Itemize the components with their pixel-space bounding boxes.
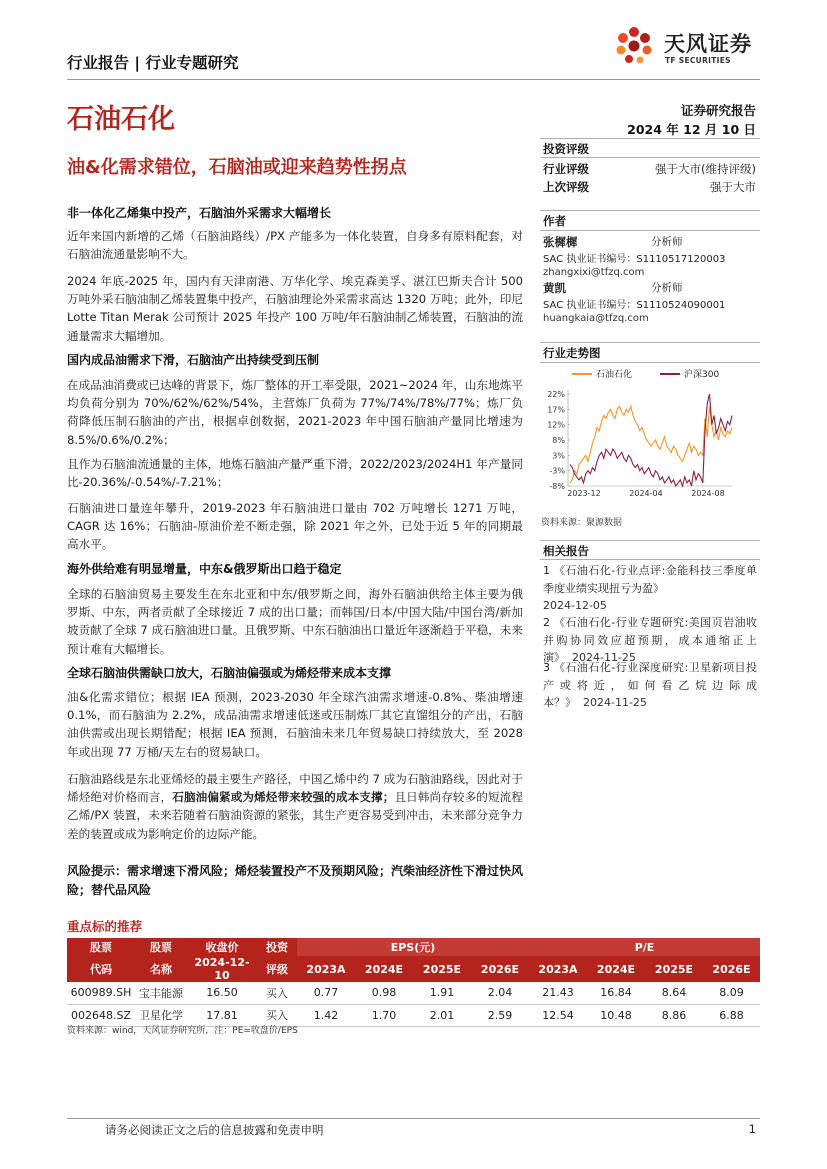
x-tick-label: 2023-12: [567, 489, 601, 498]
paragraph: 石脑油进口量连年攀升，2019-2023 年石脑油进口量由 702 万吨增长 1271 万吨，CAGR 达 16%；石脑油-原油价差不断走强，除 2021 年之外，已处于近 5 年的同期最高水平。: [67, 501, 523, 552]
related-report-date: 2024-11-25: [572, 651, 636, 664]
y-tick-label: -8%: [549, 482, 565, 491]
header-divider: [67, 79, 760, 80]
rating-top-divider: [540, 138, 760, 139]
related-report-date: 2024-11-25: [583, 696, 647, 709]
table-cell: 10.48: [587, 1004, 645, 1026]
authors-label: 作者: [543, 214, 566, 228]
table-cell: 17.81: [187, 1004, 257, 1026]
y-tick-label: 17%: [547, 405, 565, 415]
sector-title: 石油石化: [67, 104, 175, 135]
report-headline: 油&化需求错位，石脑油或迎来趋势性拐点: [67, 157, 407, 178]
author-entry: [543, 236, 758, 280]
legend-label: 沪深300: [684, 370, 720, 380]
x-tick-label: 2024-08: [691, 489, 725, 498]
table-cell: 600989.SH: [67, 982, 135, 1004]
risk-warning: 风险提示：需求增速下滑风险；烯烃装置投产不及预期风险；汽柴油经济性下滑过快风险；替代品风险: [67, 864, 524, 897]
footer-divider: [67, 1118, 760, 1119]
table-cell: 8.64: [645, 982, 703, 1004]
table-header-cell: 投资: [257, 938, 297, 956]
brand-subtitle: TF SECURITIES: [665, 56, 731, 65]
table-header-cell: 评级: [257, 956, 297, 982]
paragraph: 在成品油消费或已达峰的背景下，炼厂整体的开工率受限，2021~2024 年，山东地炼平均负荷分别为 70%/62%/62%/54%，主营炼厂负荷为 77%/74%/78%/77%；炼厂负荷降低压制石脑油的产出，根据卓创数据，2021-2023 年中国石脑油产量同比增速为 8.5%/0.6%/0.2%；: [67, 378, 523, 447]
author-role: 分析师: [651, 236, 683, 248]
table-cell: 0.77: [297, 982, 355, 1004]
author-role: 分析师: [651, 282, 683, 294]
author-email[interactable]: zhangxixi@tfzq.com: [543, 267, 645, 278]
table-header-cell: 代码: [67, 956, 135, 982]
table-row: [67, 982, 760, 1004]
industry-rating-value: 强于大市(维持评级): [655, 162, 756, 176]
table-cell: 2.59: [471, 1004, 529, 1026]
page-number: 1: [748, 1122, 756, 1136]
table-header-cell: 2026E: [703, 956, 760, 982]
paragraph-text: 石脑油路线是东北亚烯烃的最主要生产路径，中国乙烯中约 7 成为石脑油路线，因此对于烯烃绝对价格而言，: [67, 772, 523, 805]
table-cell: 买入: [257, 1004, 297, 1026]
divider: [540, 342, 760, 343]
author-email[interactable]: huangkaia@tfzq.com: [543, 313, 649, 324]
report-date: 2024 年 12 月 10 日: [627, 122, 756, 137]
divider: [540, 540, 760, 541]
table-header-cell: 2024-12-10: [187, 956, 257, 982]
table-cell: 1.91: [413, 982, 471, 1004]
recommend-label: 重点标的推荐: [67, 919, 143, 934]
divider: [540, 559, 760, 560]
chart-source: 资料来源：聚源数据: [541, 518, 623, 528]
related-report-title[interactable]: 2 《石油石化-行业专题研究:美国页岩油收并购协同效应超预期，成本通缩正上演》: [543, 616, 757, 664]
industry-trend-chart: [542, 364, 752, 504]
author-certificate: SAC 执业证书编号：S1110524090001: [543, 299, 726, 311]
previous-rating-value: 强于大市: [710, 180, 756, 194]
divider: [540, 157, 760, 158]
related-reports-label: 相关报告: [543, 544, 589, 558]
table-cell: 8.09: [703, 982, 760, 1004]
table-cell: 1.42: [297, 1004, 355, 1026]
table-header-cell: 2023A: [297, 956, 355, 982]
series-line: [570, 394, 732, 486]
series-line: [570, 406, 732, 483]
related-report-item[interactable]: [543, 659, 757, 712]
paragraph: 2024 年底-2025 年，国内有天津南港、万华化学、埃克森美孚、湛江巴斯夫合计 500 万吨外采石脑油制乙烯装置集中投产，石脑油理论外采需求高达 1320 万吨；此外，印尼 Lotte Titan Merak 公司预计 2025 年投产 100 万吨/年石脑油制乙烯装置，石脑油的流通量需求大幅增加。: [67, 274, 523, 343]
table-cell: 宝丰能源: [135, 982, 187, 1004]
table-cell: 16.84: [587, 982, 645, 1004]
y-tick-label: 3%: [552, 451, 565, 461]
table-cell: 1.70: [355, 1004, 413, 1026]
related-report-title[interactable]: 1 《石油石化-行业点评:金能科技三季度单季度业绩实现扭亏为盈》: [543, 564, 757, 595]
divider: [540, 230, 760, 231]
table-header-cell: 2024E: [355, 956, 413, 982]
brand-name: 天风证券: [664, 32, 752, 56]
table-header-cell: 2026E: [471, 956, 529, 982]
paragraph: 全球的石脑油贸易主要发生在东北亚和中东/俄罗斯之间，海外石脑油供给主体主要为俄罗斯、中东，两者贡献了全球接近 7 成的出口量；而韩国/日本/中国大陆/中国台湾/新加坡贡献了全球 7 成石脑油进口量。且俄罗斯、中东石脑油出口量近年逐渐趋于平稳，未来预计难有大幅增长。: [67, 587, 523, 656]
report-category: 行业报告 | 行业专题研究: [67, 54, 239, 72]
author-name: 张樨樨: [543, 235, 578, 249]
paragraph-text: 且日韩尚存较多的短流程乙烯/PX 装置，未来若随着石脑油资源的紧张，其生产更容易受到冲击，未来部分竞争力差的装置或成为影响定价的边际产能。: [67, 790, 523, 841]
table-cell: 16.50: [187, 982, 257, 1004]
footer-disclaimer[interactable]: 请务必阅读正文之后的信息披露和免责申明: [105, 1123, 324, 1137]
paragraph: 近年来国内新增的乙烯（石脑油路线）/PX 产能多为一体化装置，自身多有原料配套，对石脑油流通量影响不大。: [67, 229, 523, 262]
rating-section-label: 投资评级: [543, 142, 589, 156]
table-cell: 卫星化学: [135, 1004, 187, 1026]
related-report-date: 2024-12-05: [543, 599, 607, 612]
table-header-cell: 2025E: [645, 956, 703, 982]
divider: [540, 362, 760, 363]
table-cell: 12.54: [529, 1004, 587, 1026]
table-source-note: 资料来源：wind，天风证券研究所，注：PE=收盘价/EPS: [67, 1026, 298, 1036]
y-tick-label: 12%: [547, 420, 565, 430]
author-certificate: SAC 执业证书编号：S1110517120003: [543, 253, 726, 265]
table-cell: 0.98: [355, 982, 413, 1004]
table-header-row: [67, 956, 760, 982]
table-cell: 8.86: [645, 1004, 703, 1026]
paragraph: 油&化需求错位；根据 IEA 预测，2023-2030 年全球汽油需求增速-0.8%、柴油增速 0.1%，而石脑油为 2.2%，成品油需求增速低迷或压制炼厂其它直馏组分的产出，石脑油供需或出现长期错配；根据 IEA 预测，石脑油未来几年贸易缺口持续放大，至 2028 年或出现 77 万桶/天左右的贸易缺口。: [67, 690, 523, 759]
trend-chart-label: 行业走势图: [543, 346, 601, 360]
section-heading-3: 海外供给难有明显增量，中东&俄罗斯出口趋于稳定: [67, 562, 342, 576]
related-report-title[interactable]: 3 《石油石化-行业深度研究:卫星新项目投产或将近，如何看乙烷边际成本？》: [543, 661, 757, 709]
table-cell: 002648.SZ: [67, 1004, 135, 1026]
table-cell: 21.43: [529, 982, 587, 1004]
section-heading-4: 全球石脑油供需缺口放大，石脑油偏强或为烯烃带来成本支撑: [67, 666, 392, 680]
table-header-cell: 收盘价: [187, 938, 257, 956]
table-header-cell: 名称: [135, 956, 187, 982]
table-header-cell: 2024E: [587, 956, 645, 982]
author-name: 黄凯: [543, 281, 566, 295]
table-header-cell: 股票: [67, 938, 135, 956]
author-entry: [543, 282, 758, 326]
section-heading-2: 国内成品油需求下滑，石脑油产出持续受到压制: [67, 353, 320, 367]
divider: [540, 210, 760, 211]
paragraph: 且作为石脑油流通量的主体，地炼石脑油产量严重下滑，2022/2023/2024H1 年产量同比-20.36%/-0.54%/-7.21%；: [67, 457, 523, 490]
legend-label: 石油石化: [596, 370, 633, 380]
table-header-cell: 2023A: [529, 956, 587, 982]
x-tick-label: 2024-04: [629, 489, 663, 498]
table-header-cell: P/E: [529, 938, 760, 956]
previous-rating-label: 上次评级: [543, 180, 589, 194]
brand-logo: [612, 22, 762, 72]
flower-logo-icon: [612, 24, 656, 68]
paragraph-bold-text: 石脑油偏紧或为烯烃带来较强的成本支撑；: [172, 790, 395, 805]
table-header-cell: EPS(元): [297, 938, 529, 956]
table-cell: 6.88: [703, 1004, 760, 1026]
y-tick-label: -3%: [549, 466, 565, 476]
table-cell: 2.01: [413, 1004, 471, 1026]
y-tick-label: 22%: [547, 390, 565, 399]
table-cell: 买入: [257, 982, 297, 1004]
table-header-cell: 2025E: [413, 956, 471, 982]
section-heading-1: 非一体化乙烯集中投产，石脑油外采需求大幅增长: [67, 206, 332, 220]
related-report-item[interactable]: [543, 562, 757, 615]
industry-rating-label: 行业评级: [543, 162, 589, 176]
recommend-table: [67, 938, 760, 1027]
paragraph: [67, 770, 523, 843]
y-tick-label: 8%: [552, 436, 565, 445]
table-cell: 2.04: [471, 982, 529, 1004]
table-header-row: [67, 938, 760, 956]
table-header-cell: 股票: [135, 938, 187, 956]
report-type: 证券研究报告: [680, 103, 756, 118]
